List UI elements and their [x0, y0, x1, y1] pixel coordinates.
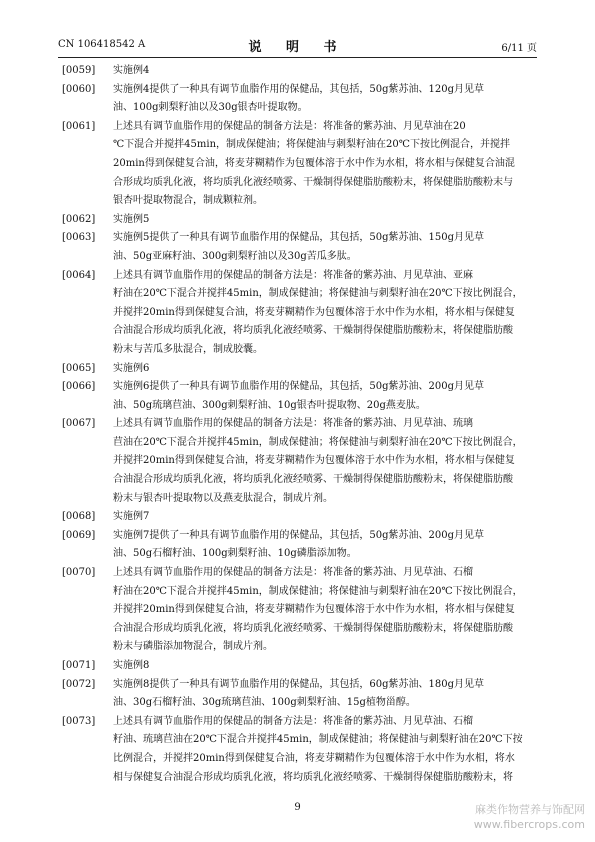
paragraph-line — [62, 601, 532, 620]
paragraph — [62, 378, 532, 415]
paragraph — [62, 415, 532, 508]
paragraph — [62, 676, 532, 713]
paragraph-text: 粉末与银杏叶提取物以及燕麦肽混合，制成片剂。 — [113, 492, 333, 504]
paragraph-line — [62, 545, 532, 564]
paragraph-text: 实施例7 — [113, 511, 150, 523]
paragraph-text: 实施例7提供了一种具有调节血脂作用的保健品，其包括，50g紫苏油、200g月见草 — [113, 529, 484, 541]
paragraph-line — [62, 769, 532, 788]
paragraph-first-line — [62, 118, 532, 137]
paragraph — [62, 62, 532, 81]
paragraph-number: [0063] — [62, 232, 96, 244]
paragraph — [62, 360, 532, 379]
paragraph-number: [0064] — [62, 269, 96, 281]
paragraph-line — [62, 490, 532, 509]
paragraph-first-line — [62, 229, 532, 248]
paragraph-line — [62, 583, 532, 602]
doc-number: CN 106418542 A — [58, 39, 146, 50]
paragraph — [62, 657, 532, 676]
paragraph-number: [0070] — [62, 567, 96, 579]
paragraph-first-line — [62, 378, 532, 397]
paragraph-number: [0061] — [62, 120, 96, 132]
paragraph-first-line — [62, 360, 532, 379]
paragraph — [62, 564, 532, 657]
paragraph-text: 合油混合形成均质乳化液，将均质乳化液经喷雾、干燥制得保健脂肪酸粉末，将保健脂肪酸 — [113, 622, 513, 634]
paragraph-first-line — [62, 415, 532, 434]
paragraph-number: [0062] — [62, 213, 96, 225]
paragraph-text: 苣油在20℃下混合并搅拌45min，制成保健油；将保健油与刺梨籽油在20℃下按比例混合， — [113, 436, 523, 448]
paragraph-text: 油、30g石榴籽油、30g琉璃苣油、100g刺梨籽油、15g植物甾醇。 — [113, 697, 416, 709]
paragraph-first-line — [62, 527, 532, 546]
paragraph-number: [0060] — [62, 83, 96, 95]
paragraph-text: 油、100g刺梨籽油以及30g银杏叶提取物。 — [113, 102, 308, 114]
paragraph-text: 油、50g琉璃苣油、300g刺梨籽油、10g银杏叶提取物、20g燕麦肽。 — [113, 399, 426, 411]
paragraph-line — [62, 397, 532, 416]
paragraph-line — [62, 304, 532, 323]
paragraph-text: 籽油、琉璃苣油在20℃下混合并搅拌45min，制成保健油；将保健油与刺梨籽油在20℃下按 — [113, 734, 523, 746]
paragraph-text: 上述具有调节血脂作用的保健品的制备方法是：将准备的紫苏油、月见草油、亚麻 — [113, 269, 473, 281]
paragraph-text: 比例混合，并搅拌20min得到保健复合油，将麦芽糊精作为包覆体溶于水中作为水相，将水 — [113, 752, 515, 764]
paragraph — [62, 527, 532, 564]
paragraph-line — [62, 285, 532, 304]
paragraph-text: 上述具有调节血脂作用的保健品的制备方法是：将准备的紫苏油、月见草油、石榴 — [113, 715, 473, 727]
paragraph-text: 实施例4提供了一种具有调节血脂作用的保健品，其包括，50g紫苏油、120g月见草 — [113, 83, 484, 95]
paragraph-number: [0073] — [62, 715, 96, 727]
paragraph — [62, 267, 532, 360]
paragraph-text: 相与保健复合油混合形成均质乳化液，将均质乳化液经喷雾、干燥制得保健脂肪酸粉末，将 — [113, 771, 513, 783]
paragraph-first-line — [62, 508, 532, 527]
paragraph-text: 粉末与苦瓜多肽混合，制成胶囊。 — [113, 343, 263, 355]
paragraph-first-line — [62, 657, 532, 676]
watermark — [474, 802, 585, 832]
paragraph-first-line — [62, 713, 532, 732]
paragraph-first-line — [62, 267, 532, 286]
paragraph-text: 实施例6 — [113, 362, 150, 374]
paragraph — [62, 211, 532, 230]
paragraph-text: 油、50g亚麻籽油、300g刺梨籽油以及30g苦瓜多肽。 — [113, 250, 357, 262]
paragraph-line — [62, 452, 532, 471]
paragraph-text: 合形成均质乳化液，将均质乳化液经喷雾、干燥制得保健脂肪酸粉末，将保健脂肪酸粉末与 — [113, 176, 513, 188]
paragraph-line — [62, 434, 532, 453]
paragraph-line — [62, 192, 532, 211]
paragraph-line — [62, 638, 532, 657]
paragraph-text: 合油混合形成均质乳化液，将均质乳化液经喷雾、干燥制得保健脂肪酸粉末，将保健脂肪酸 — [113, 474, 513, 486]
paragraph-text: 实施例8 — [113, 660, 150, 671]
paragraph-text: 上述具有调节血脂作用的保健品的制备方法是：将准备的紫苏油、月见草油、石榴 — [113, 567, 473, 579]
paragraph-text: 20min得到保健复合油，将麦芽糊精作为包覆体溶于水中作为水相，将水相与保健复合油混 — [113, 157, 515, 169]
paragraph-text: 并搅拌20min得到保健复合油，将麦芽糊精作为包覆体溶于水中作为水相，将水相与保健复 — [113, 604, 515, 616]
watermark-line2: www.fibercrops.com — [473, 818, 585, 831]
paragraph-text: 上述具有调节血脂作用的保健品的制备方法是：将准备的紫苏油、月见草油、琉璃 — [113, 418, 473, 430]
paragraph-text: 银杏叶提取物混合，制成颗粒剂。 — [113, 195, 263, 207]
paragraph-line — [62, 471, 532, 490]
page-info: 6/11 页 — [501, 43, 537, 54]
paragraph-text: 实施例4 — [113, 65, 150, 76]
paragraph-line — [62, 322, 532, 341]
paragraph-first-line — [62, 211, 532, 230]
paragraph-number: [0067] — [62, 418, 96, 430]
paragraph-number: [0068] — [62, 511, 96, 523]
paragraph-text: 实施例5提供了一种具有调节血脂作用的保健品，其包括，50g紫苏油、150g月见草 — [113, 232, 484, 244]
paragraph-text: 实施例8提供了一种具有调节血脂作用的保健品，其包括，60g紫苏油、180g月见草 — [113, 678, 484, 690]
paragraph-number: [0069] — [62, 529, 96, 541]
paragraph-line — [62, 248, 532, 267]
header-rule — [58, 57, 537, 58]
paragraph-line — [62, 750, 532, 769]
paragraph-number: [0072] — [62, 678, 96, 690]
paragraph-text: 实施例5 — [113, 213, 150, 225]
paragraph-first-line — [62, 62, 532, 81]
document-body — [62, 62, 532, 787]
paragraph-number: [0059] — [62, 65, 96, 76]
paragraph — [62, 229, 532, 266]
paragraph-text: 上述具有调节血脂作用的保健品的制备方法是：将准备的紫苏油、月见草油在20 — [113, 120, 466, 132]
paragraph-line — [62, 99, 532, 118]
paragraph-line — [62, 341, 532, 360]
paragraph-text: 合油混合形成均质乳化液，将均质乳化液经喷雾、干燥制得保健脂肪酸粉末，将保健脂肪酸 — [113, 325, 513, 337]
paragraph-line — [62, 620, 532, 639]
paragraph — [62, 118, 532, 211]
paragraph-text: 并搅拌20min得到保健复合油，将麦芽糊精作为包覆体溶于水中作为水相，将水相与保健复 — [113, 455, 515, 467]
paragraph-line — [62, 155, 532, 174]
paragraph-text: 粉末与磷脂添加物混合，制成片剂。 — [113, 641, 273, 653]
paragraph-line — [62, 136, 532, 155]
page-header — [58, 36, 537, 54]
paragraph-first-line — [62, 81, 532, 100]
paragraph-number: [0071] — [62, 660, 96, 671]
paragraph-first-line — [62, 676, 532, 695]
paragraph-text: ℃下混合并搅拌45min，制成保健油；将保健油与刺梨籽油在20℃下按比例混合，并搅拌 — [113, 139, 510, 151]
watermark-line1: 麻类作物营养与饰配网 — [475, 803, 585, 816]
paragraph-number: [0065] — [62, 362, 96, 374]
page-number: 9 — [294, 802, 301, 813]
paragraph-line — [62, 694, 532, 713]
paragraph-text: 籽油在20℃下混合并搅拌45min，制成保健油；将保健油与刺梨籽油在20℃下按比例混合， — [113, 585, 523, 597]
paragraph-text: 油、50g石榴籽油、100g刺梨籽油、10g磷脂添加物。 — [113, 548, 357, 560]
page-title: 说 明 书 — [248, 40, 347, 55]
paragraph-text: 实施例6提供了一种具有调节血脂作用的保健品，其包括，50g紫苏油、200g月见草 — [113, 381, 484, 393]
paragraph-first-line — [62, 564, 532, 583]
paragraph-line — [62, 731, 532, 750]
paragraph — [62, 508, 532, 527]
paragraph-text: 并搅拌20min得到保健复合油，将麦芽糊精作为包覆体溶于水中作为水相，将水相与保健复 — [113, 306, 515, 318]
paragraph-text: 籽油在20℃下混合并搅拌45min，制成保健油；将保健油与刺梨籽油在20℃下按比例混合， — [113, 288, 523, 300]
paragraph — [62, 81, 532, 118]
paragraph — [62, 713, 532, 787]
paragraph-line — [62, 174, 532, 193]
paragraph-number: [0066] — [62, 381, 96, 393]
